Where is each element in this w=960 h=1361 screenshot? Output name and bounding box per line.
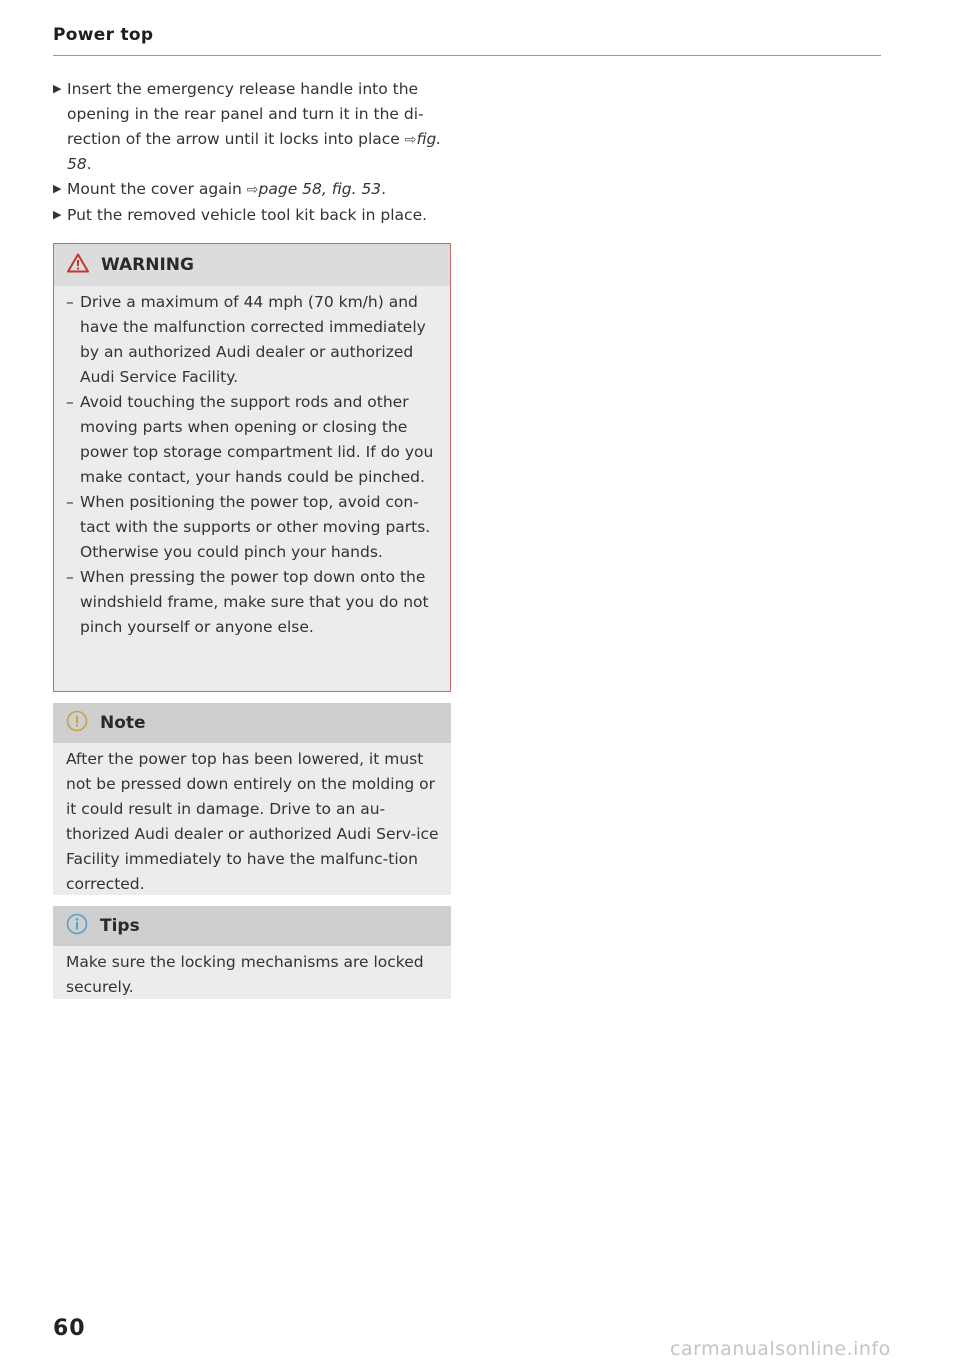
triangle-bullet-icon: ▶: [53, 82, 62, 95]
triangle-bullet-icon: ▶: [53, 182, 62, 196]
dash-marker: –: [66, 393, 74, 411]
warning-triangle-icon: [67, 253, 89, 278]
note-text: After the power top has been lowered, it must not be pressed down entirely on the molding or it could result in damage. Drive to an au-thorized Audi dealer or authorized Audi Serv-ice Facility immediately to have the malfunc-tion corrected.: [66, 750, 439, 893]
warning-item: [66, 390, 440, 490]
warning-item: [66, 565, 440, 640]
warning-body: [54, 286, 450, 640]
arrow-right-icon: ⇨: [246, 182, 259, 199]
note-header: [53, 703, 451, 743]
step-text: Put the removed vehicle tool kit back in place.: [67, 205, 428, 224]
tips-text: Make sure the locking mechanisms are locked securely.: [66, 953, 424, 996]
page-header: [53, 25, 881, 56]
step-text: Insert the emergency release handle into the opening in the rear panel and turn it in the di-rection of the arrow until it locks into place: [67, 80, 424, 148]
warning-item-text: When pressing the power top down onto the windshield frame, make sure that you do not pinch yourself or anyone else.: [80, 568, 429, 636]
page-title: Power top: [53, 25, 154, 45]
info-circle-icon: [66, 913, 88, 940]
dash-marker: –: [66, 493, 74, 511]
dash-marker: –: [66, 293, 74, 311]
tips-box: [53, 906, 451, 999]
instruction-step: [53, 77, 453, 177]
page-number: 60: [53, 1316, 86, 1341]
instruction-step: [53, 177, 453, 203]
warning-item-text: When positioning the power top, avoid con-tact with the supports or other moving parts. Otherwise you could pinch your hands.: [80, 493, 431, 561]
arrow-right-icon: ⇨: [404, 131, 417, 148]
warning-title: WARNING: [101, 255, 194, 275]
warning-box: [53, 243, 451, 692]
warning-item-text: Avoid touching the support rods and other moving parts when opening or closing the power top storage compartment lid. If do you make contact, your hands could be pinched.: [80, 393, 434, 486]
dash-marker: –: [66, 568, 74, 586]
step-text: Mount the cover again: [67, 180, 247, 199]
instruction-steps: [53, 77, 453, 228]
note-title: Note: [100, 713, 146, 733]
instruction-step: [53, 203, 453, 228]
note-box: [53, 703, 451, 895]
warning-header: [54, 244, 450, 286]
step-suffix: .: [86, 155, 92, 174]
cross-reference-link[interactable]: fig. 58: [67, 129, 442, 174]
tips-title: Tips: [100, 916, 140, 936]
step-suffix: .: [381, 180, 387, 199]
exclamation-circle-icon: [66, 710, 88, 737]
tips-header: [53, 906, 451, 946]
cross-reference-link[interactable]: page 58, fig. 53: [258, 180, 382, 199]
header-divider: [53, 55, 881, 56]
watermark: carmanualsonline.info: [670, 1338, 891, 1360]
warning-item-text: Drive a maximum of 44 mph (70 km/h) and have the malfunction corrected immediately by an authorized Audi dealer or authorized Audi Service Facility.: [80, 293, 426, 386]
triangle-bullet-icon: ▶: [53, 207, 62, 221]
warning-item: [66, 490, 440, 565]
warning-item: [66, 290, 440, 390]
